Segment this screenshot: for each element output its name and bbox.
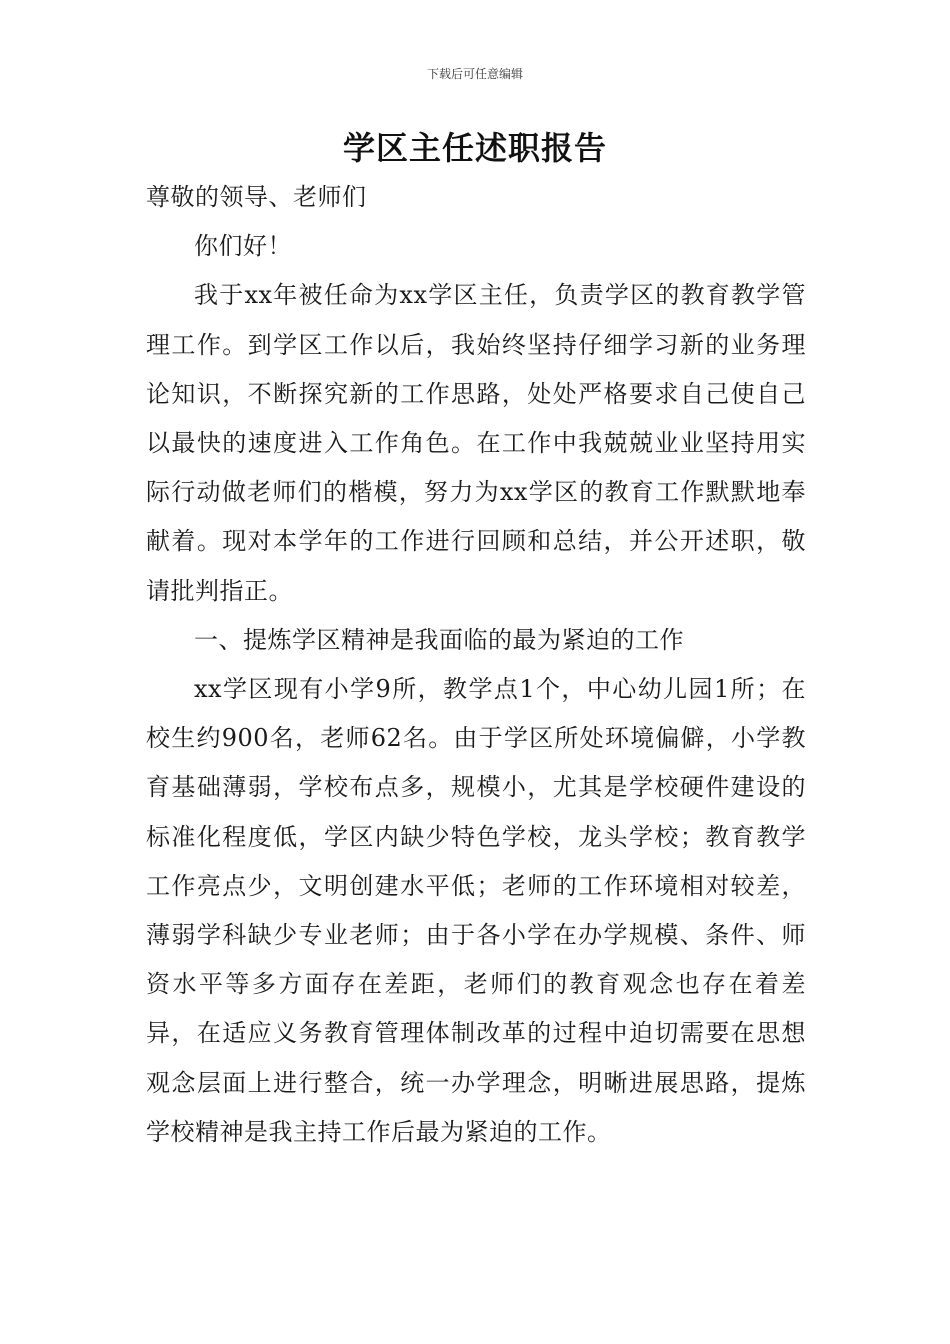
document-title: 学区主任述职报告: [342, 129, 607, 167]
salutation: 尊敬的领导、老师们: [146, 183, 367, 211]
greeting: 你们好！: [194, 232, 292, 261]
header-note: 下载后可任意编辑: [426, 67, 523, 81]
document-body: [146, 173, 806, 1157]
section-heading-1: 一、提炼学区精神是我面临的最为紧迫的工作: [194, 625, 684, 654]
intro-paragraph: 我于xx年被任命为xx学区主任，负责学区的教育教学管理工作。到学区工作以后，我始终坚持仔细学习新的业务理论知识，不断探究新的工作思路，处处严格要求自己使自己以最快的速度进入工作角色。在工作中我兢兢业业坚持用实际行动做老师们的楷模，努力为xx学区的教育工作默默地奉献着。现对本学年的工作进行回顾和总结，并公开述职，敬请批判指正。: [146, 281, 806, 605]
section-1-paragraph: xx学区现有小学9所，教学点1个，中心幼儿园1所；在校生约900名，老师62名。由于学区所处环境偏僻，小学教育基础薄弱，学校布点多，规模小，尤其是学校硬件建设的标准化程度低，学区内缺少特色学校，龙头学校；教育教学工作亮点少，文明创建水平低；老师的工作环境相对较差，薄弱学科缺少专业老师；由于各小学在办学规模、条件、师资水平等多方面存在差距，老师们的教育观念也存在着差异，在适应义务教育管理体制改革的过程中迫切需要在思想观念层面上进行整合，统一办学理念，明晰进展思路，提炼学校精神是我主持工作后最为紧迫的工作。: [146, 675, 806, 1146]
